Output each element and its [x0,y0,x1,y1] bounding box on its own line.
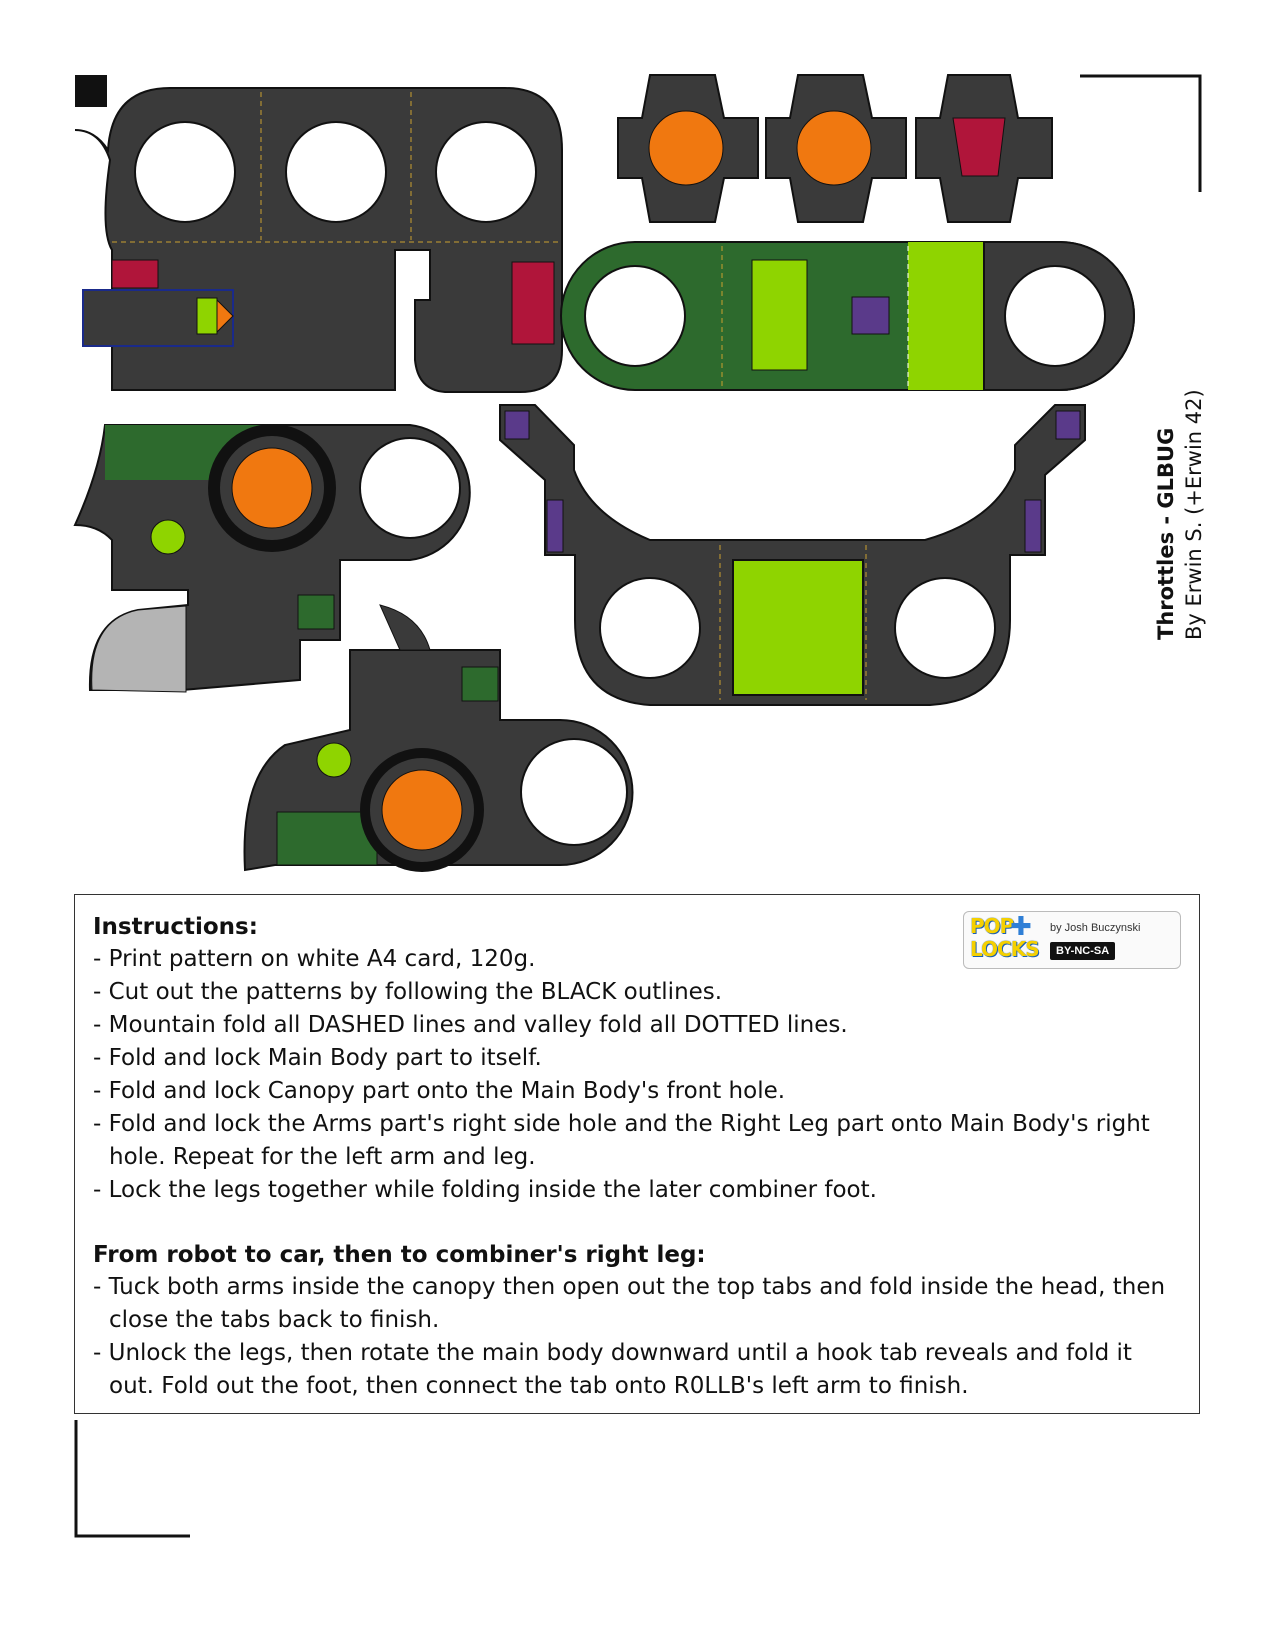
vertical-title [1152,280,1212,640]
plus-icon: ✚ [1010,912,1032,942]
cross-tab-1 [618,75,758,222]
canopy-part [561,242,1134,390]
transform-heading: From robot to car, then to combiner's right leg: [93,1242,706,1268]
registration-square [75,75,107,107]
arms-part [500,405,1085,705]
instruction-step: - Fold and lock Canopy part onto the Main Body's front hole. [93,1075,1181,1108]
crop-mark-top-right [1080,76,1200,192]
transform-list [93,1271,1181,1403]
instructions-list [93,943,1181,1207]
logo-word-pop: POP [970,914,1014,938]
instruction-step: - Print pattern on white A4 card, 120g. [93,943,1181,976]
instructions-heading: Instructions: [93,914,258,940]
cross-tab-3 [916,75,1052,222]
main-body-part [75,88,562,392]
license-badge: BY-NC-SA [1050,942,1115,960]
transform-step: - Unlock the legs, then rotate the main body downward until a hook tab reveals and fold it out. Fold out the foot, then connect the tab onto R0LLB's left arm to finish. [93,1337,1181,1403]
logo-by-line: by Josh Buczynski [1050,922,1141,934]
crop-mark-bottom-left [0,1420,200,1560]
instructions-box [74,894,1200,1414]
instruction-step: - Mountain fold all DASHED lines and valley fold all DOTTED lines. [93,1009,1181,1042]
instruction-step: - Fold and lock the Arms part's right side hole and the Right Leg part onto Main Body's right hole. Repeat for the left arm and leg. [93,1108,1181,1174]
poplocks-logo [963,911,1181,969]
logo-word-locks: LOCKS [970,937,1039,961]
model-title: Throttles - GLBUG [1154,427,1178,640]
right-leg-part [245,605,633,872]
instruction-step: - Lock the legs together while folding inside the later combiner foot. [93,1174,1181,1207]
author-credit: By Erwin S. (+Erwin 42) [1182,389,1206,640]
instruction-step: - Cut out the patterns by following the BLACK outlines. [93,976,1181,1009]
transform-step: - Tuck both arms inside the canopy then open out the top tabs and fold inside the head, then close the tabs back to finish. [93,1271,1181,1337]
cross-tab-2 [766,75,906,222]
instruction-step: - Fold and lock Main Body part to itself. [93,1042,1181,1075]
